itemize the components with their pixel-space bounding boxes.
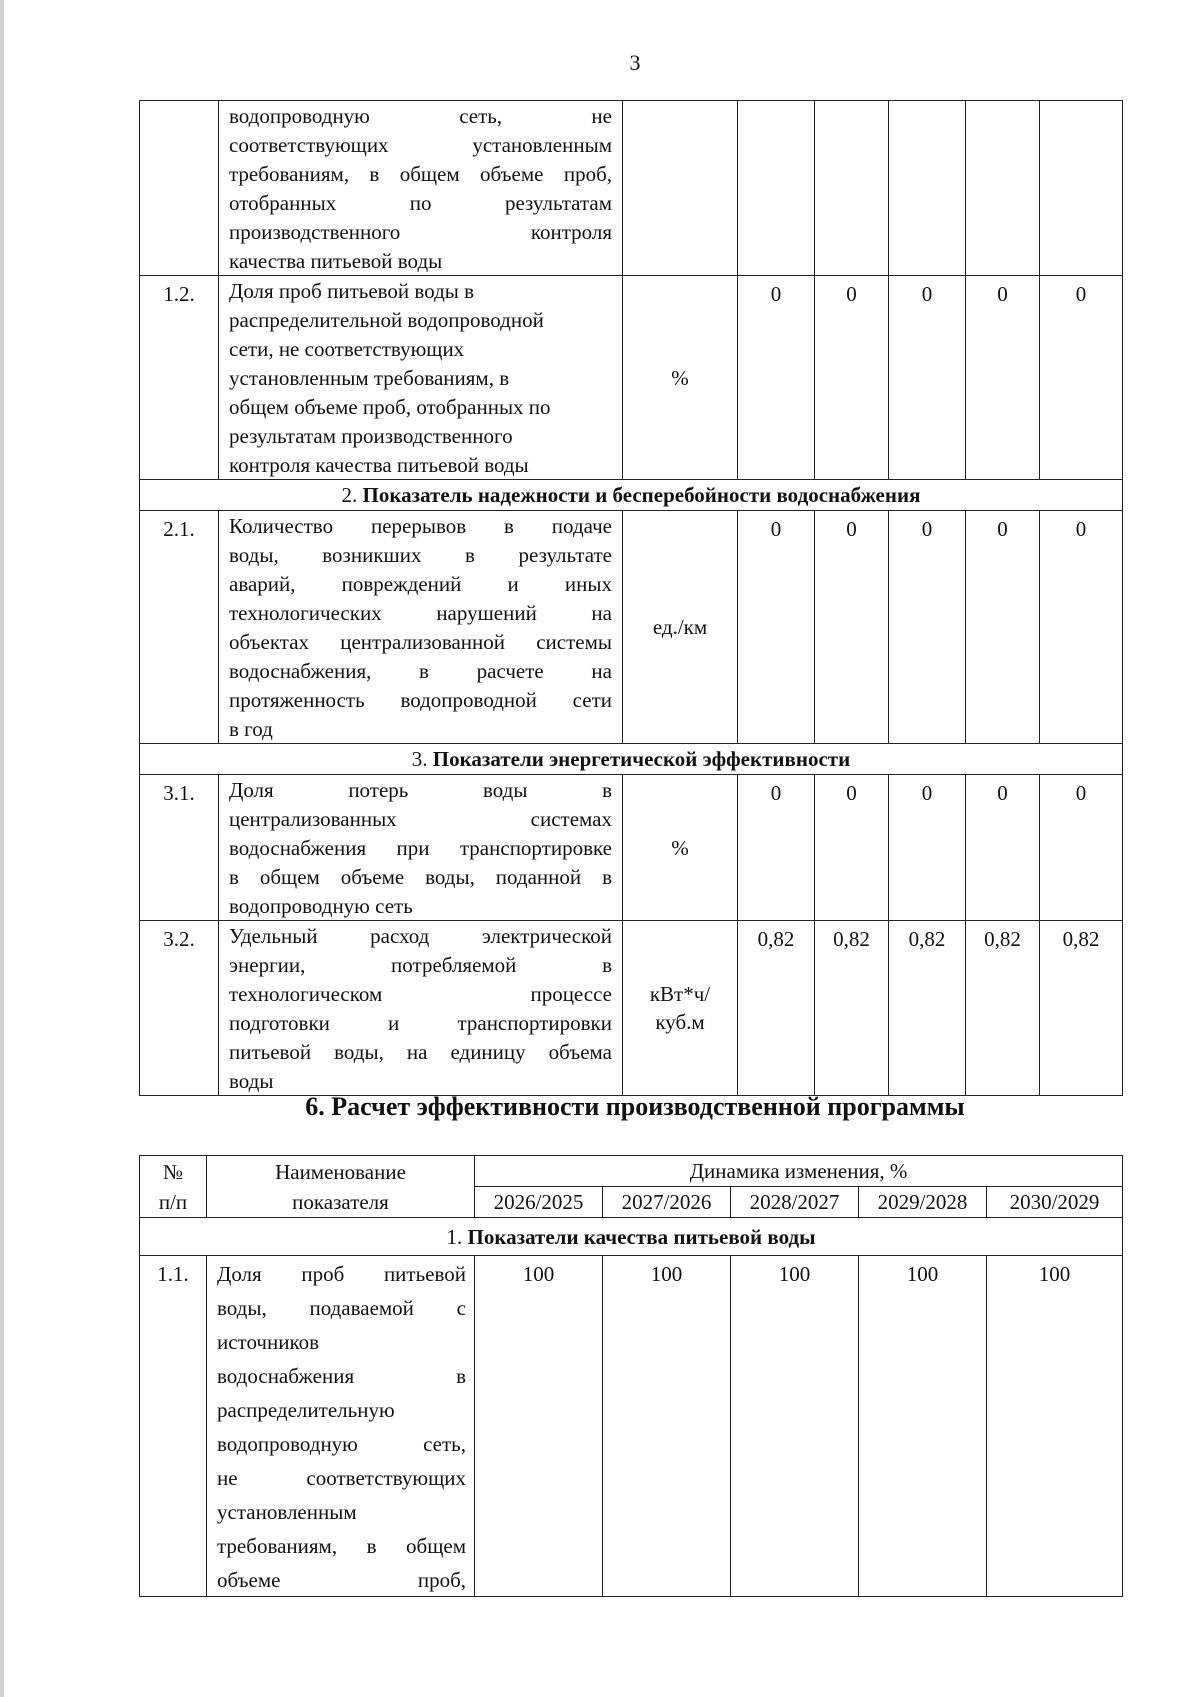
value-cell: 0 [1040, 276, 1123, 480]
value-cell: 0 [815, 276, 889, 480]
unit-cell: % [623, 276, 738, 480]
section-heading: 2. Показатель надежности и бесперебойности водоснабжения [140, 480, 1123, 511]
value-cell: 0 [889, 276, 966, 480]
indicator-name-cell: Количество перерывов в подаче воды, возникших в результате аварий, повреждений и иных технологических нарушений на объектах централизованной системы водоснабжения, в расчете на протяженность водопроводной сети в год [219, 511, 623, 744]
value-cell: 0,82 [966, 921, 1040, 1096]
indicators-table [139, 100, 1123, 1096]
section-row [140, 480, 1123, 511]
row-number-cell: 1.2. [140, 276, 219, 480]
name-header: Наименование показателя [207, 1156, 475, 1218]
row-number-cell: 2.1. [140, 511, 219, 744]
indicator-name-cell: водопроводную сеть, не соответствующих установленным требованиям, в общем объеме проб, отобранных по результатам производственного контроля качества питьевой воды [219, 101, 623, 276]
value-cell: 0 [738, 276, 815, 480]
section-heading: 1. Показатели качества питьевой воды [140, 1218, 1123, 1256]
table-row [140, 101, 1123, 276]
indicator-name-cell: Доля потерь воды в централизованных системах водоснабжения при транспортировке в общем объеме воды, поданной в водопроводную сеть [219, 775, 623, 921]
value-cell: 0 [889, 775, 966, 921]
row-number-cell: 3.2. [140, 921, 219, 1096]
value-cell: 100 [603, 1256, 731, 1597]
table-row [140, 921, 1123, 1096]
year-header: 2026/2025 [475, 1187, 603, 1218]
value-cell: 0,82 [738, 921, 815, 1096]
table-row [140, 276, 1123, 480]
unit-cell: кВт*ч/ куб.м [623, 921, 738, 1096]
row-number-cell: 1.1. [140, 1256, 207, 1597]
value-cell: 0 [966, 775, 1040, 921]
unit-cell [623, 101, 738, 276]
value-cell: 100 [987, 1256, 1123, 1597]
value-cell: 0 [1040, 511, 1123, 744]
table-row [140, 775, 1123, 921]
efficiency-table [139, 1155, 1123, 1597]
value-cell: 100 [731, 1256, 859, 1597]
unit-cell: % [623, 775, 738, 921]
section-row [140, 1218, 1123, 1256]
year-header: 2030/2029 [987, 1187, 1123, 1218]
value-cell: 0 [966, 511, 1040, 744]
scan-edge [0, 0, 4, 1697]
value-cell: 0 [889, 511, 966, 744]
year-header: 2027/2026 [603, 1187, 731, 1218]
row-number-cell: 3.1. [140, 775, 219, 921]
value-cell: 0,82 [1040, 921, 1123, 1096]
year-header: 2029/2028 [859, 1187, 987, 1218]
value-cell: 0,82 [815, 921, 889, 1096]
section-heading: 3. Показатели энергетической эффективности [140, 744, 1123, 775]
indicator-name-cell: Удельный расход электрической энергии, потребляемой в технологическом процессе подготовки и транспортировки питьевой воды, на единицу объема воды [219, 921, 623, 1096]
row-number-cell [140, 101, 219, 276]
value-cell: 0 [738, 511, 815, 744]
number-header: № п/п [140, 1156, 207, 1218]
header-row [140, 1156, 1123, 1187]
value-cell: 0 [966, 276, 1040, 480]
indicator-name-cell: Доля проб питьевой воды в распределительной водопроводной сети, не соответствующих установленным требованиям, в общем объеме проб, отобранных по результатам производственного контроля качества питьевой воды [219, 276, 623, 480]
value-cell: 0 [1040, 775, 1123, 921]
value-cell: 0,82 [889, 921, 966, 1096]
year-header: 2028/2027 [731, 1187, 859, 1218]
section-title: 6. Расчет эффективности производственной программы [305, 1092, 965, 1121]
table-row [140, 1256, 1123, 1597]
dynamics-header: Динамика изменения, % [475, 1156, 1123, 1187]
value-cell: 100 [475, 1256, 603, 1597]
indicator-name-cell: Доля проб питьевой воды, подаваемой с источников водоснабжения в распределительную водопроводную сеть, не соответствующих установленным требованиям, в общем объеме проб, [207, 1256, 475, 1597]
unit-cell: ед./км [623, 511, 738, 744]
page-number: 3 [629, 50, 641, 75]
value-cell: 0 [815, 511, 889, 744]
table-row [140, 511, 1123, 744]
section-row [140, 744, 1123, 775]
value-cell: 100 [859, 1256, 987, 1597]
value-cell: 0 [815, 775, 889, 921]
value-cell: 0 [738, 775, 815, 921]
